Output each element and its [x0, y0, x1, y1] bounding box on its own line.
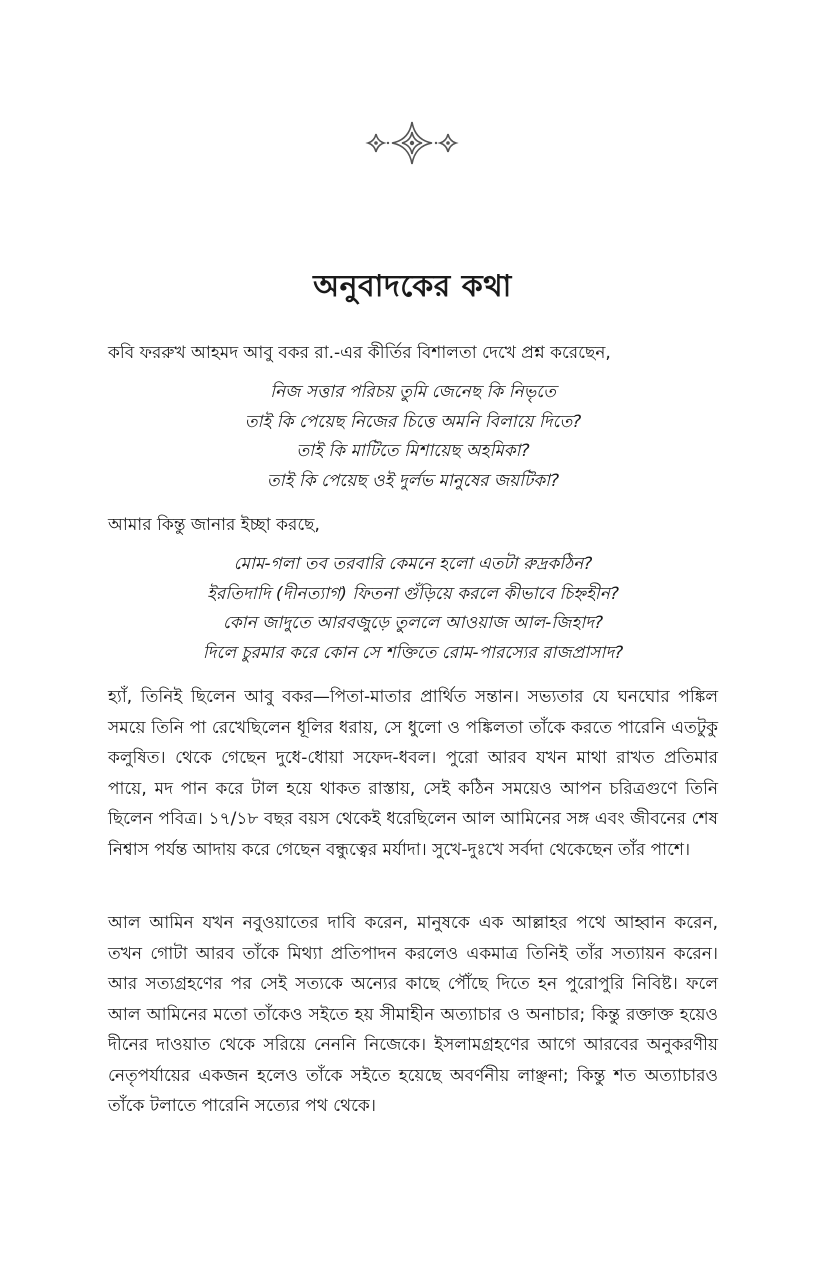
poem-line: তাই কি পেয়েছ ওই দুর্লভ মানুষের জয়টিকা?: [266, 470, 560, 491]
chapter-title: অনুবাদকের কথা: [313, 269, 512, 304]
intro-text: কবি ফররুখ আহমদ আবু বকর রা.-এর কীর্তির বিশালতা দেখে প্রশ্ন করেছেন,: [108, 343, 611, 363]
body-paragraph-2: আল আমিন যখন নবুওয়াতের দাবি করেন, মানুষকে এক আল্লাহর পথে আহ্বান করেন, তখন গোটা আরব তাঁকে মিথ্যা প্রতিপাদন করলেও একমাত্র তিনিই তাঁর সত্যায়ন করেন। আর সত্যগ্রহণের পর সেই সত্যকে অন্যের কাছে পৌঁছে দিতে হন পুরোপুরি নিবিষ্ট। ফলে আল আমিনের মতো তাঁকেও সইতে হয় সীমাহীন অত্যাচার ও অনাচার; কিন্তু রক্তাক্ত হয়েও দীনের দাওয়াত থেকে সরিয়ে নেননি নিজেকে। ইসলামগ্রহণের আগে আরবের অনুকরণীয় নেতৃপর্যায়ের একজন হলেও তাঁকে সইতে হয়েছে অবর্ণনীয় লাঞ্ছনা; কিন্তু শত অত্যাচারও তাঁকে টলাতে পারেনি সত্যের পথ থেকে।: [108, 913, 718, 1116]
poem-line: ইরতিদাদি (দীনত্যাগ) ফিতনা গুঁড়িয়ে করলে কীভাবে চিহ্নহীন?: [207, 583, 619, 604]
poem-stanza-1: [108, 378, 718, 496]
poem-line: কোন জাদুতে আরবজুড়ে তুললে আওয়াজ আল-জিহাদ?: [222, 613, 604, 633]
poem-line: দিলে চুরমার করে কোন সে শক্তিতে রোম-পারস্যের রাজপ্রাসাদ?: [202, 642, 624, 663]
body-paragraph-1: হ্যাঁ, তিনিই ছিলেন আবু বকর—পিতা-মাতার প্রার্থিত সন্তান। সভ্যতার যে ঘনঘোর পঙ্কিল সময়ে তিনি পা রেখেছিলেন ধূলির ধরায়, সে ধুলো ও পঙ্কিলতা তাঁকে করতে পারেনি এতটুকু কলুষিত। থেকে গেছেন দুধে-ধোয়া সফেদ-ধবল। পুরো আরব যখন মাথা রাখত প্রতিমার পায়ে, মদ পান করে টাল হয়ে থাকত রাস্তায়, সেই কঠিন সময়েও আপন চরিত্রগুণে তিনি ছিলেন পবিত্র। ১৭/১৮ বছর বয়স থেকেই ধরেছিলেন আল আমিনের সঙ্গ এবং জীবনের শেষ নিশ্বাস পর্যন্ত আদায় করে গেছেন বন্ধুত্বের মর্যাদা। সুখে-দুঃখে সর্বদা থেকেছেন তাঁর পাশে।: [108, 687, 718, 860]
poem-stanza-2: [108, 550, 718, 668]
poem-line: নিজ সত্তার পরিচয় তুমি জেনেছ কি নিভৃতে: [270, 382, 556, 402]
poem-line: মোম-গলা তব তরবারি কেমনে হলো এতটা রুদ্রকঠিন?: [233, 554, 593, 574]
diamond-ornament-icon: [362, 118, 462, 168]
poem-line: তাই কি মাটিতে মিশায়েছ অহমিকা?: [296, 441, 530, 461]
poem-line: তাই কি পেয়েছ নিজের চিত্তে অমনি বিলায়ে দিতে?: [244, 411, 582, 432]
lead-text: আমার কিন্তু জানার ইচ্ছা করছে,: [108, 515, 320, 535]
